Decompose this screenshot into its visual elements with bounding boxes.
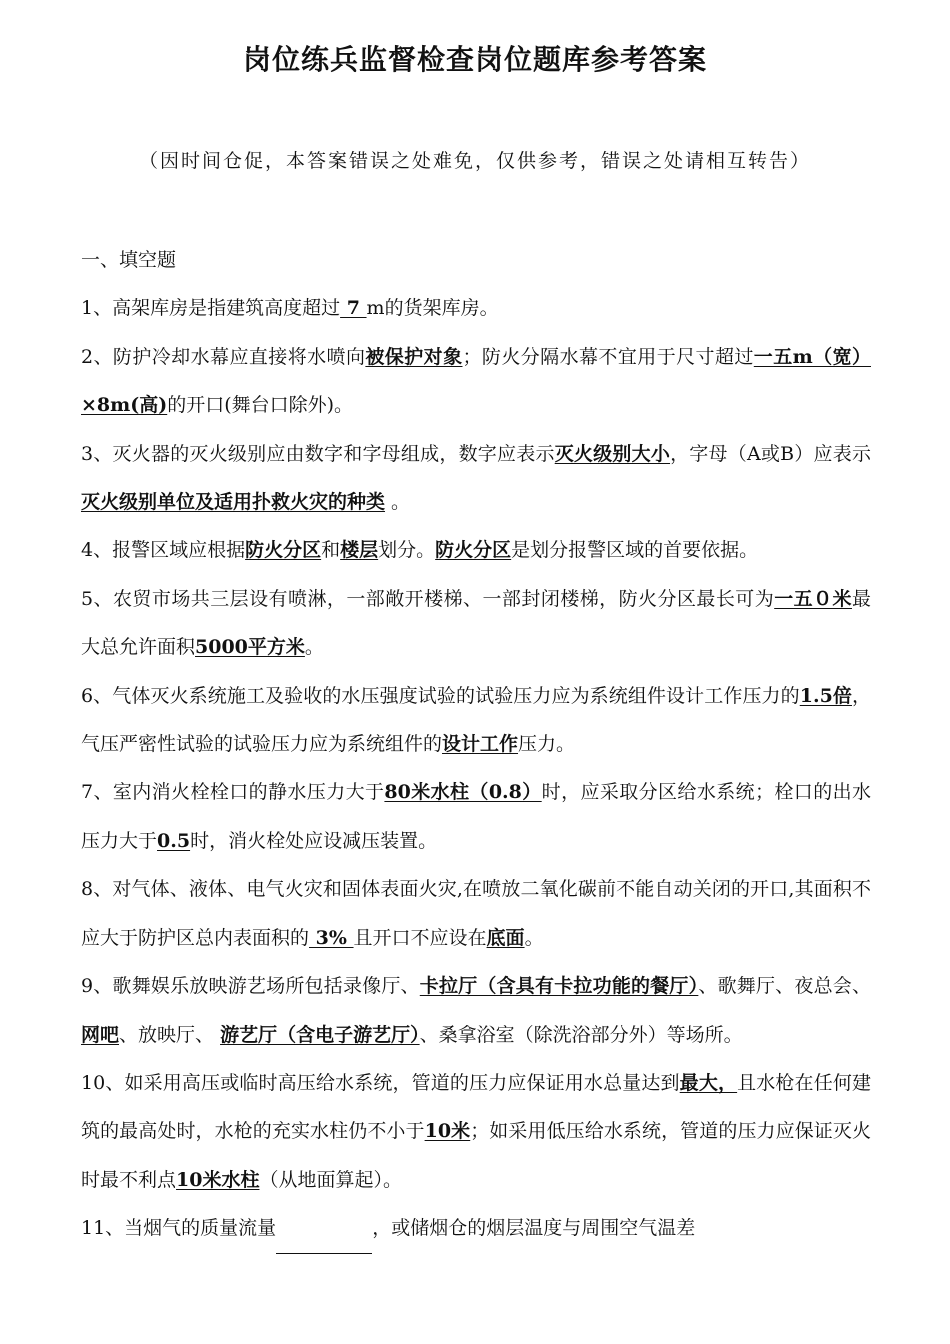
q10-answer-3: 10米水柱 [176,1168,260,1191]
question-10 [81,1059,871,1204]
q5-text-end: 。 [304,636,324,659]
q5-text-mid: 最大总允许面积 [81,587,871,659]
q4-answer-2: 楼层 [340,539,379,562]
page-title: 岗位练兵监督检查岗位题库参考答案 [242,43,707,76]
question-7 [81,768,871,865]
q4-text: 4、报警区域应根据 [81,539,246,562]
q1-text: 1、高架库房是指建筑高度超过 [81,297,341,320]
q2-answer-1: 被保护对象 [365,345,463,368]
q5-text: 5、农贸市场共三层设有喷淋，一部敞开楼梯、一部封闭楼梯，防火分区最长可为 [81,587,775,610]
q11-text-end: ，或储烟仓的烟层温度与周围空气温差 [372,1217,696,1240]
q3-text-end: 。 [385,491,411,514]
q5-answer-2: 5000平方米 [195,636,305,659]
q7-text-mid: 时，应采取分区给水系统；栓口的出水压力大于 [81,781,871,852]
q10-text-mid-2: ；如采用低压给水系统，管道的压力应保证灭火时最不利点 [81,1120,871,1191]
q3-text: 3、灭火器的灭火级别应由数字和字母组成，数字应表示 [81,442,555,465]
q7-answer-1: 80米水柱（0.8） [384,781,542,804]
q2-text-end: 的开口(舞台口除外)。 [167,394,354,417]
q4-text-end: 是划分报警区域的首要依据。 [511,539,759,562]
question-11 [81,1204,871,1253]
q8-text: 8、对气体、液体、电气火灾和固体表面火灾,在喷放二氧化碳前不能自动关闭的开口,其面积不应大于防护区总内表面积的 [81,878,871,949]
q8-text-end: 。 [524,926,544,949]
q10-answer-2: 10米 [424,1120,471,1143]
q5-answer-1: 一五０米 [774,587,852,610]
q11-blank [276,1204,372,1253]
q6-text-mid: ，气压严密性试验的试验压力应为系统组件的 [81,684,871,756]
q4-answer-1: 防火分区 [245,539,322,562]
q1-text-end: m的货架库房。 [366,297,499,320]
q6-answer-2: 设计工作 [442,733,519,756]
q2-text: 2、防护冷却水幕应直接将水喷向 [81,345,366,368]
q2-text-mid: ；防火分隔水幕不宜用于尺寸超过 [462,345,754,368]
q3-text-mid: ，字母（A或B）应表示 [670,442,871,465]
q8-text-mid: 且开口不应设在 [353,926,487,949]
q2-answer-2: 一五m（宽）×8m(高) [81,345,871,417]
question-5 [81,575,871,672]
q9-text-mid: 、歌舞厅、夜总会、 [698,975,871,998]
q11-text: 11、当烟气的质量流量 [81,1217,277,1240]
q9-text: 9、歌舞娱乐放映游艺场所包括录像厅、 [81,975,420,998]
question-1 [81,284,871,332]
q4-text-and: 和 [321,539,341,562]
q3-answer-2: 灭火级别单位及适用扑救火灾的种类 [81,491,386,514]
q9-answer-1: 卡拉厅（含具有卡拉功能的餐厅） [419,975,699,998]
question-8 [81,865,871,962]
q8-answer-2: 底面 [486,926,525,949]
q9-answer-2: 网吧 [81,1023,120,1046]
q7-text-end: 时，消火栓处应设减压装置。 [190,829,438,852]
q10-text-mid: 且水枪在任何建筑的最高处时，水枪的充实水柱仍不小于 [81,1071,871,1143]
question-4 [81,526,871,574]
q4-answer-3: 防火分区 [435,539,512,562]
question-9 [81,962,871,1059]
question-3 [81,430,871,527]
q10-answer-1: 最大， [679,1071,738,1094]
q10-text: 10、如采用高压或临时高压给水系统，管道的压力应保证用水总量达到 [81,1071,680,1094]
q1-answer: 7 [340,297,367,320]
q10-text-end: （从地面算起）。 [259,1168,402,1191]
question-6 [81,672,871,769]
q6-text-end: 压力。 [518,733,576,756]
disclaimer-note: （因时间仓促，本答案错误之处难免，仅供参考，错误之处请相互转告） [138,150,811,172]
q9-text-mid-2: 、放映厅、 [119,1023,221,1046]
q3-answer-1: 灭火级别大小 [554,442,671,465]
q9-answer-3: 游艺厅（含电子游艺厅） [220,1023,420,1046]
q4-text-mid: 划分。 [378,539,436,562]
q6-answer-1: 1.5倍 [799,684,852,707]
q7-text: 7、室内消火栓栓口的静水压力大于 [81,781,385,804]
q7-answer-2: 0.5 [157,829,191,852]
question-2 [81,333,871,430]
q8-answer-1: 3% [309,926,354,949]
q6-text: 6、气体灭火系统施工及验收的水压强度试验的试验压力应为系统组件设计工作压力的 [81,684,800,707]
q9-text-end: 、桑拿浴室（除洗浴部分外）等场所。 [419,1023,743,1046]
answer-body [81,236,871,1254]
section-heading: 一、填空题 [81,249,177,271]
